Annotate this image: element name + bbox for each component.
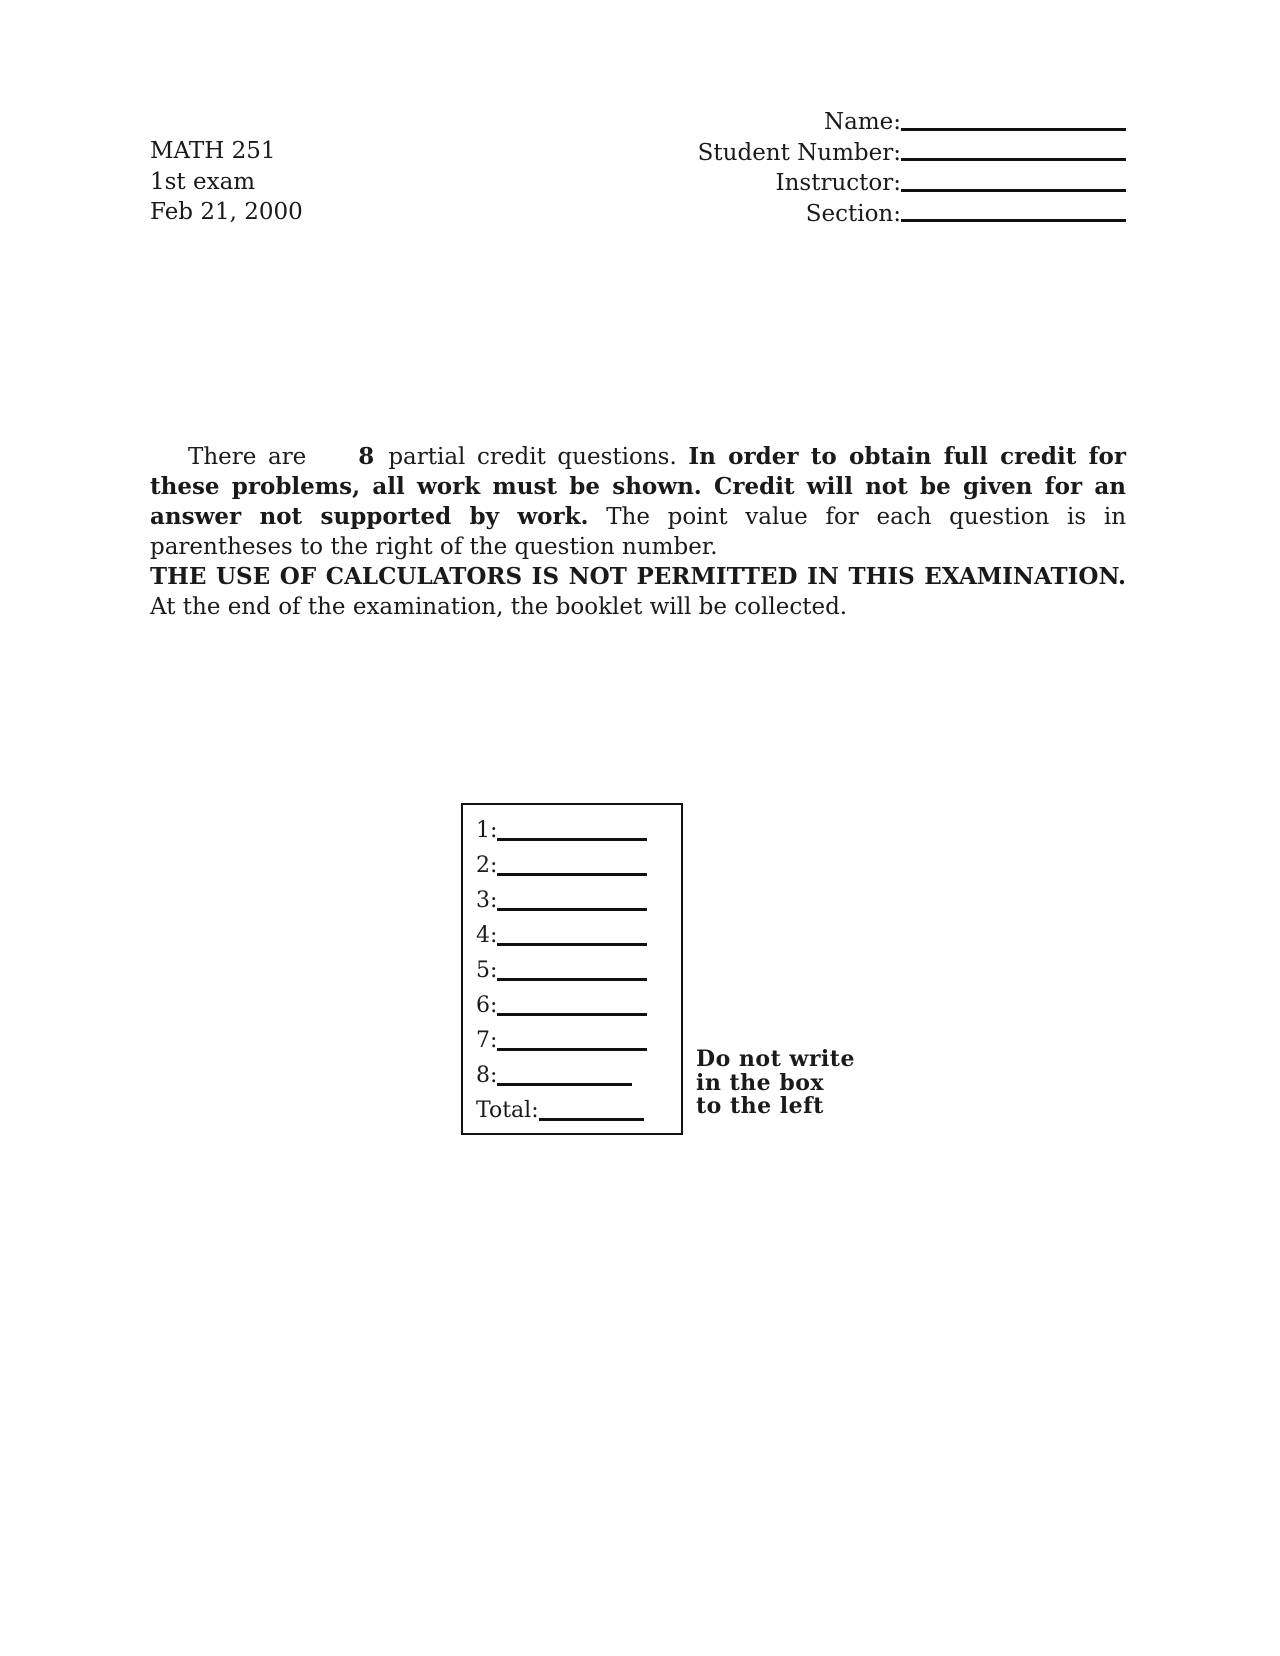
score-blank xyxy=(497,838,647,841)
score-total-blank xyxy=(539,1118,644,1121)
section-blank[interactable] xyxy=(901,219,1126,222)
score-row: 4: xyxy=(476,921,647,951)
score-total-row: Total: xyxy=(476,1096,644,1126)
score-box xyxy=(461,803,683,1135)
question-count: 8 xyxy=(358,443,375,470)
instructor-label: Instructor: xyxy=(775,170,901,196)
course-code: MATH 251 xyxy=(150,138,276,164)
do-not-write-note: Do not write in the box to the left xyxy=(696,1046,855,1119)
instructions-paragraph-2: THE USE OF CALCULATORS IS NOT PERMITTED IN THIS EXAMINATION. At the end of the examination, the booklet will be collected. xyxy=(150,563,1126,620)
score-row: 5: xyxy=(476,956,647,986)
instructor-blank[interactable] xyxy=(901,189,1126,192)
section-field[interactable] xyxy=(606,199,1126,230)
name-field[interactable] xyxy=(606,107,1126,138)
student-number-blank[interactable] xyxy=(901,158,1126,161)
exam-instructions xyxy=(150,442,1126,622)
score-row: 7: xyxy=(476,1026,647,1056)
student-info-fields xyxy=(606,107,1126,229)
score-row: 1: xyxy=(476,816,647,846)
score-row: 8: xyxy=(476,1061,632,1091)
score-blank xyxy=(497,1048,647,1051)
score-blank xyxy=(497,1083,632,1086)
score-row: 2: xyxy=(476,851,647,881)
score-blank xyxy=(497,873,647,876)
score-blank xyxy=(497,1013,647,1016)
exam-label: 1st exam xyxy=(150,168,256,195)
section-label: Section: xyxy=(805,200,901,227)
name-blank[interactable] xyxy=(901,128,1126,131)
score-row: 3: xyxy=(476,886,647,916)
full-credit-warning: In order to obtain full credit for these problems, all work must be shown. Credit will not be given for an answer not supported by work. xyxy=(150,443,1126,530)
calculator-warning: THE USE OF CALCULATORS IS NOT PERMITTED IN THIS EXAMINATION. xyxy=(150,563,1126,590)
score-blank xyxy=(497,943,647,946)
instructions-paragraph-1: There are 8 partial credit questions. In order to obtain full credit for these problems, all work must be shown. Credit will not be given for an answer not supported by work. The point value for each question is in parentheses to the right of the question number. xyxy=(150,443,1127,560)
instructor-field[interactable] xyxy=(606,168,1126,199)
score-blank xyxy=(497,978,647,981)
student-number-field[interactable] xyxy=(606,138,1126,169)
student-number-label: Student Number: xyxy=(697,139,901,166)
name-label: Name: xyxy=(823,109,901,135)
exam-date: Feb 21, 2000 xyxy=(150,199,303,225)
score-row: 6: xyxy=(476,991,647,1021)
score-blank xyxy=(497,908,647,911)
course-info xyxy=(150,136,303,228)
